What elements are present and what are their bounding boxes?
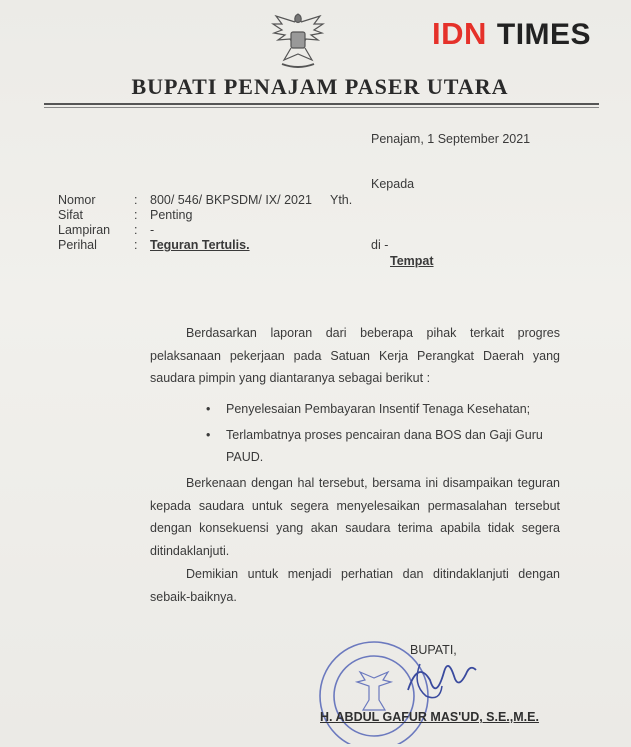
recipient-place: Tempat [390, 254, 434, 268]
meta-value-sifat: Penting [150, 208, 193, 222]
body-paragraph-1-text: Berdasarkan laporan dari beberapa pihak terkait progres pelaksanaan pekerjaan pada Satuan Kerja Perangkat Daerah yang saudara pimpin yang diantaranya sebagai berikut : [150, 326, 560, 385]
issue-list [206, 398, 566, 472]
meta-colon: : [134, 223, 138, 237]
letterhead-rule-thin [44, 107, 599, 108]
body-paragraph-3 [150, 563, 560, 608]
list-item: • Terlambatnya proses pencairan dana BOS dan Gaji Guru PAUD. [206, 424, 566, 468]
meta-label-sifat: Sifat [58, 208, 84, 222]
body-paragraph-2-text: Berkenaan dengan hal tersebut, bersama ini disampaikan teguran kepada saudara untuk segera menyelesaikan permasalahan tersebut dengan konsekuensi yang akan saudara terima apabila tidak segera ditindaklanjuti. [150, 476, 560, 558]
meta-colon: : [134, 193, 138, 207]
meta-label-lampiran: Lampiran [58, 223, 111, 237]
meta-value-perihal: Teguran Tertulis. [150, 238, 250, 252]
body-paragraph-2 [150, 472, 560, 562]
signatory-name: H. ABDUL GAFUR MAS'UD, S.E.,M.E. [320, 710, 539, 724]
letterhead-title: BUPATI PENAJAM PASER UTARA [131, 74, 509, 99]
meta-value-nomor: 800/ 546/ BKPSDM/ IX/ 2021 [150, 193, 312, 207]
place-date: Penajam, 1 September 2021 [371, 132, 531, 146]
signatory-title: BUPATI, [410, 643, 457, 657]
garuda-emblem-icon [268, 8, 328, 72]
list-item: • Penyelesaian Pembayaran Insentif Tenaga Kesehatan; [206, 398, 566, 420]
watermark-times: TIMES [496, 18, 592, 51]
recipient-yth: Yth. [330, 193, 353, 207]
body-paragraph-1 [150, 322, 560, 390]
meta-colon: : [134, 238, 138, 252]
body-paragraph-3-text: Demikian untuk menjadi perhatian dan ditindaklanjuti dengan sebaik-baiknya. [150, 567, 560, 604]
recipient-di: di - [371, 238, 389, 252]
meta-label-perihal: Perihal [58, 238, 97, 252]
watermark-idn: IDN [432, 16, 487, 51]
meta-colon: : [134, 208, 138, 222]
meta-value-lampiran: - [150, 223, 155, 237]
meta-label-nomor: Nomor [58, 193, 96, 207]
idn-times-watermark [432, 14, 591, 55]
letterhead-rule [44, 103, 599, 105]
handwritten-signature-icon [400, 650, 480, 710]
recipient-label: Kepada [371, 177, 415, 191]
